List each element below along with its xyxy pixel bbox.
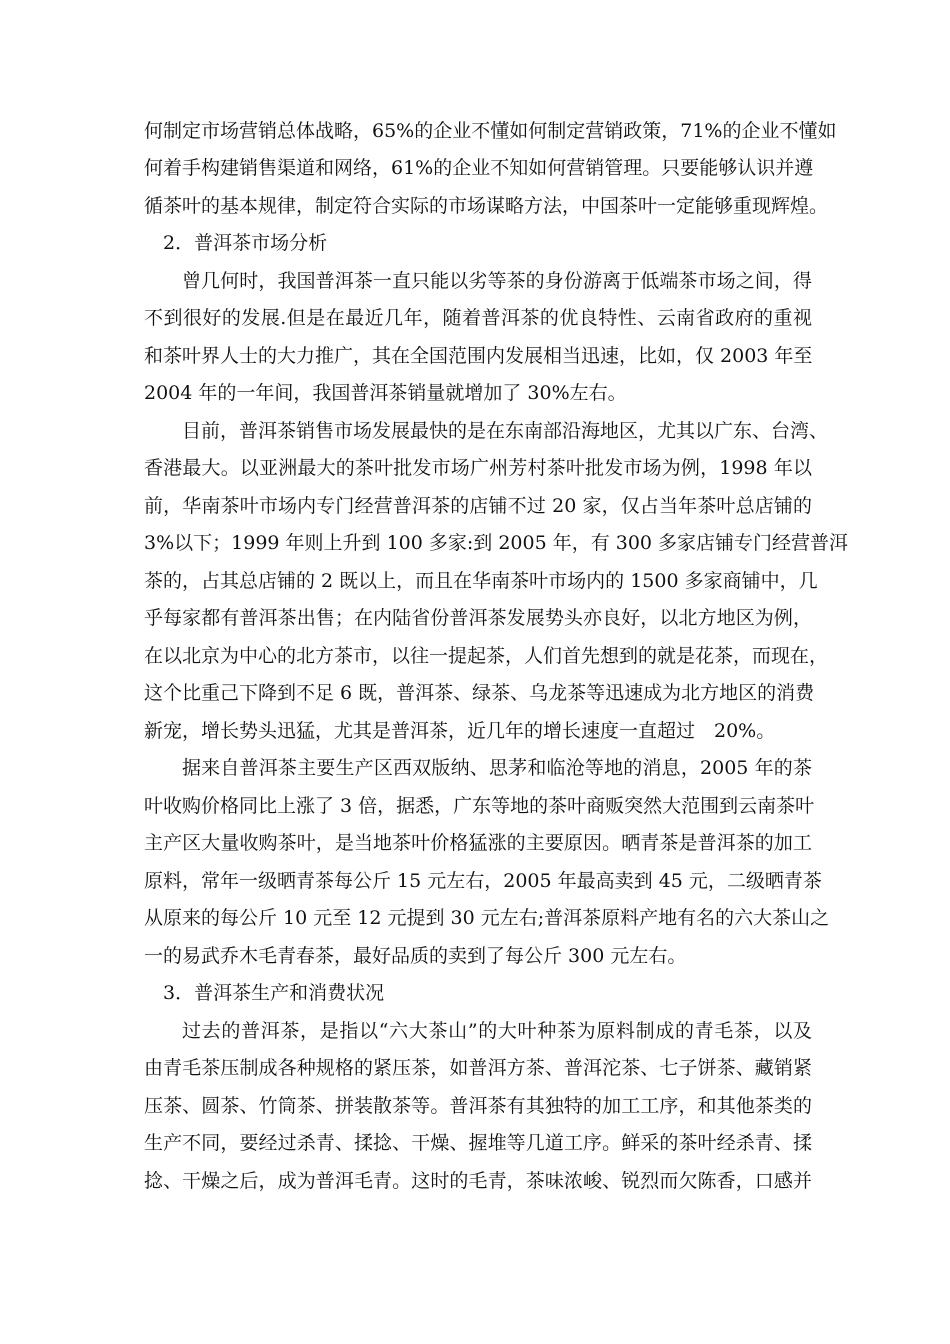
text-line: 一的易武乔木毛青春茶，最好品质的卖到了每公斤 300 元左右。 (144, 945, 687, 967)
section-heading: 2．普洱茶市场分析 (163, 232, 328, 254)
text-line: 原料，常年一级晒青茶每公斤 15 元左右，2005 年最高卖到 45 元，二级晒青茶 (144, 870, 822, 892)
text-line: 据来自普洱茶主要生产区西双版纳、思茅和临沧等地的消息，2005 年的茶 (182, 757, 812, 779)
text-line: 新宠，增长势头迅猛，尤其是普洱茶，近几年的增长速度一直超过 20%。 (144, 720, 776, 742)
text-line: 何着手构建销售渠道和网络，61%的企业不知如何营销管理。只要能够认识并遵 (144, 157, 814, 179)
text-line: 乎每家都有普洱茶出售；在内陆省份普洱茶发展势头亦良好，以北方地区为例， (144, 607, 812, 629)
text-line: 过去的普洱茶，是指以“六大茶山”的大叶种茶为原料制成的青毛茶，以及 (182, 1020, 812, 1042)
text-line: 从原来的每公斤 10 元至 12 元提到 30 元左右;普洱茶原料产地有名的六大茶山之 (144, 907, 830, 929)
text-line: 曾几何时，我国普洱茶一直只能以劣等茶的身份游离于低端茶市场之间，得 (182, 270, 812, 292)
text-line: 叶收购价格同比上涨了 3 倍，据悉，广东等地的茶叶商贩突然大范围到云南茶叶 (144, 795, 815, 817)
text-line: 压茶、圆茶、竹筒茶、拼装散茶等。普洱茶有其独特的加工工序，和其他茶类的 (144, 1095, 812, 1117)
text-line: 香港最大。以亚洲最大的茶叶批发市场广州芳村茶叶批发市场为例，1998 年以 (144, 457, 812, 479)
text-line: 不到很好的发展.但是在最近几年，随着普洱茶的优良特性、云南省政府的重视 (144, 307, 812, 329)
text-line: 由青毛茶压制成各种规格的紧压茶，如普洱方茶、普洱沱茶、七子饼茶、藏销紧 (144, 1057, 812, 1079)
text-line: 循茶叶的基本规律，制定符合实际的市场谋略方法，中国茶叶一定能够重现辉煌。 (144, 195, 829, 217)
text-line: 茶的，占其总店铺的 2 既以上，而且在华南茶叶市场内的 1500 多家商铺中，几 (144, 570, 818, 592)
text-line: 2004 年的一年间，我国普洱茶销量就增加了 30%左右。 (144, 382, 627, 404)
text-line: 生产不同，要经过杀青、揉捻、干燥、握堆等几道工序。鲜采的茶叶经杀青、揉 (144, 1132, 812, 1154)
section-heading: 3．普洱茶生产和消费状况 (163, 982, 385, 1004)
text-line: 何制定市场营销总体战略，65%的企业不懂如何制定营销政策，71%的企业不懂如 (144, 120, 837, 142)
text-line: 捻、干燥之后，成为普洱毛青。这时的毛青，茶味浓峻、锐烈而欠陈香，口感并 (144, 1170, 812, 1192)
text-line: 和茶叶界人士的大力推广，其在全国范围内发展相当迅速，比如，仅 2003 年至 (144, 345, 813, 367)
text-line: 主产区大量收购茶叶，是当地茶叶价格猛涨的主要原因。晒青茶是普洱茶的加工 (144, 832, 812, 854)
text-line: 这个比重己下降到不足 6 既，普洱茶、绿茶、乌龙茶等迅速成为北方地区的消费 (144, 682, 815, 704)
text-line: 前，华南茶叶市场内专门经营普洱茶的店铺不过 20 家，仅占当年茶叶总店铺的 (144, 495, 812, 517)
text-line: 目前，普洱茶销售市场发展最快的是在东南部沿海地区，尤其以广东、台湾、 (182, 420, 829, 442)
text-line: 3%以下；1999 年则上升到 100 多家:到 2005 年，有 300 多家店铺专门经营普洱 (144, 532, 849, 554)
text-line: 在以北京为中心的北方茶市，以往一提起茶，人们首先想到的就是花茶，而现在， (144, 645, 829, 667)
